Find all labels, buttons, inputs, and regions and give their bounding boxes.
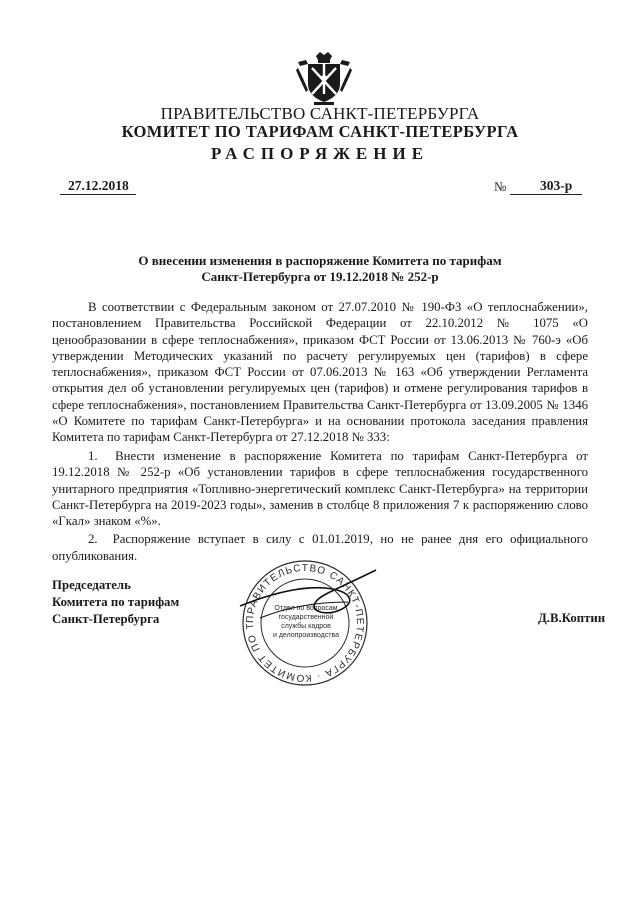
coat-of-arms-icon	[294, 50, 354, 108]
document-date: 27.12.2018	[68, 178, 129, 193]
stamp-inner-line-3: службы кадров	[281, 623, 331, 630]
committee-title: КОМИТЕТ ПО ТАРИФАМ САНКТ-ПЕТЕРБУРГА	[121, 122, 519, 141]
signer-title	[52, 577, 179, 628]
document-number: 303-р	[540, 178, 573, 193]
preamble-text: В соответствии с Федеральным законом от 27.07.2010 № 190-ФЗ «О теплоснабжении», постановлением Правительства Российской Федерации от 22.10.2012 № 1075 «О ценообразовании в сфере теплоснабжения», приказом ФСТ России от 13.06.2013 № 760-э «Об утверждении Методических указаний по расчету регулируемых цен (тарифов) в сфере теплоснабжения», приказом ФСТ России от 07.06.2013 № 163 «Об утверждении Регламента открытия дел об установлении регулируемых цен (тарифов) и отмене регулирования тарифов в сфере теплоснабжения», постановлением Правительства Санкт-Петербурга от 13.09.2005 № 1346 «О Комитете по тарифам Санкт-Петербурга» и на основании протокола заседания правления Комитета по тарифам Санкт-Петербурга от 27.12.2018 № 333:	[52, 300, 588, 445]
order-items	[52, 448, 588, 564]
order-item-2: 2. Распоряжение вступает в силу с 01.01.2019, но не ранее дня его официального опубликования.	[52, 532, 588, 563]
stamp-inner-line-4: и делопроизводства	[272, 632, 340, 639]
signer-title-line-3: Санкт-Петербурга	[52, 612, 160, 626]
subject-line-2: Санкт-Петербурга от 19.12.2018 № 252-р	[201, 269, 439, 284]
document-subject	[0, 253, 640, 285]
number-label: №	[494, 179, 507, 194]
government-title: ПРАВИТЕЛЬСТВО САНКТ-ПЕТЕРБУРГА	[160, 104, 480, 123]
preamble-paragraph	[52, 299, 588, 446]
subject-line-1: О внесении изменения в распоряжение Комитета по тарифам	[138, 253, 502, 268]
number-underline	[510, 194, 582, 195]
signer-title-line-2: Комитета по тарифам	[52, 595, 180, 609]
official-stamp	[230, 558, 380, 688]
stamp-ring-text: ПРАВИТЕЛЬСТВО САНКТ-ПЕТЕРБУРГА · КОМИТЕТ ПО Т	[244, 562, 366, 684]
date-underline	[60, 194, 136, 195]
document-type: РАСПОРЯЖЕНИЕ	[210, 144, 430, 163]
order-item-1: 1. Внести изменение в распоряжение Комитета по тарифам Санкт-Петербурга от 19.12.2018 № 252-р «Об установлении тарифов в сфере теплоснабжения государственного унитарного предприятия «Топливно-энергетический комплекс Санкт-Петербурга» на территории Санкт-Петербурга на 2019-2023 годы», заменив в столбце 8 приложения 7 к распоряжению слово «Гкал» знаком «%».	[52, 449, 588, 529]
signer-title-line-1: Председатель	[52, 578, 131, 592]
stamp-inner-line-1: Отдел по вопросам	[274, 605, 338, 612]
signer-name: Д.В.Коптин	[538, 611, 606, 625]
stamp-inner-line-2: государственной	[278, 614, 334, 621]
